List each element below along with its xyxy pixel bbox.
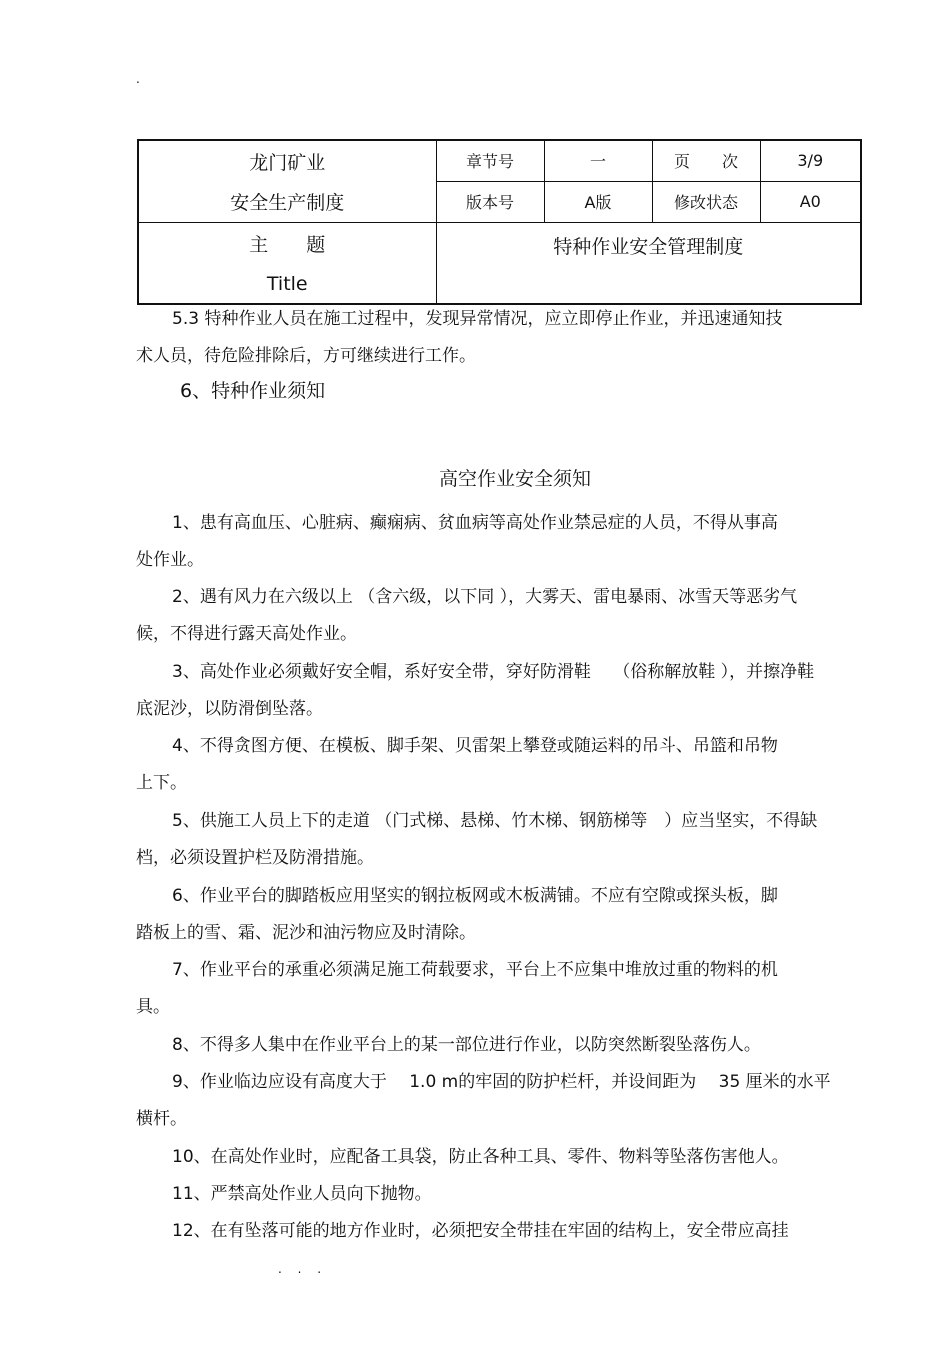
section-heading-6: 6、特种作业须知 xyxy=(180,380,326,402)
item-line: 6、作业平台的脚踏板应用坚实的钢拉板网或木板满铺。不应有空隙或探头板，脚 xyxy=(172,886,778,906)
subject-cell xyxy=(138,222,436,304)
document-header-table xyxy=(137,139,862,305)
revision-value: A0 xyxy=(760,181,861,222)
company-cell xyxy=(138,140,436,222)
item-12 xyxy=(136,1213,858,1250)
item-9 xyxy=(136,1064,858,1138)
version-value: A版 xyxy=(544,181,652,222)
item-line: 底泥沙，以防滑倒坠落。 xyxy=(136,699,323,719)
item-line: 2、遇有风力在六级以上 （含六级，以下同 ），大雾天、雷电暴雨、冰雪天等恶劣气 xyxy=(172,587,798,607)
item-10 xyxy=(136,1139,858,1176)
item-4 xyxy=(136,728,858,802)
item-5 xyxy=(136,803,858,877)
paragraph-5-3 xyxy=(136,301,858,375)
item-line: 5、供施工人员上下的走道 （门式梯、悬梯、竹木梯、钢筋梯等 ）应当坚实，不得缺 xyxy=(172,811,818,831)
chapter-value: 一 xyxy=(544,140,652,181)
item-8 xyxy=(136,1027,858,1064)
document-type: 安全生产制度 xyxy=(230,191,345,214)
item-line: 1、患有高血压、心脏病、癫痫病、贫血病等高处作业禁忌症的人员，不得从事高 xyxy=(172,513,778,533)
item-line: 档，必须设置护栏及防滑措施。 xyxy=(136,848,374,868)
subject-label-en: Title xyxy=(266,273,308,296)
subject-value: 特种作业安全管理制度 xyxy=(436,222,861,304)
chapter-label: 章节号 xyxy=(436,140,544,181)
item-2 xyxy=(136,579,858,653)
item-line: 12、在有坠落可能的地方作业时，必须把安全带挂在牢固的结构上，安全带应高挂 xyxy=(172,1221,789,1241)
item-1 xyxy=(136,505,858,579)
item-line: 4、不得贪图方便、在模板、脚手架、贝雷架上攀登或随运料的吊斗、吊篮和吊物 xyxy=(172,736,778,756)
item-line: 具。 xyxy=(136,997,170,1017)
item-line: 7、作业平台的承重必须满足施工荷载要求，平台上不应集中堆放过重的物料的机 xyxy=(172,960,778,980)
item-line: 候，不得进行露天高处作业。 xyxy=(136,624,357,644)
item-11 xyxy=(136,1176,858,1213)
subject-label: 主 题 xyxy=(249,234,326,257)
item-line: 10、在高处作业时，应配备工具袋，防止各种工具、零件、物料等坠落伤害他人。 xyxy=(172,1147,789,1167)
item-7 xyxy=(136,952,858,1026)
paragraph-line: 5.3 特种作业人员在施工过程中，发现异常情况，应立即停止作业，并迅速通知技 xyxy=(172,309,783,329)
revision-label: 修改状态 xyxy=(652,181,760,222)
item-line: 8、不得多人集中在作业平台上的某一部位进行作业，以防突然断裂坠落伤人。 xyxy=(172,1035,761,1055)
item-line: 横杆。 xyxy=(136,1109,187,1129)
item-line: 处作业。 xyxy=(136,550,204,570)
item-line: 9、作业临边应设有高度大于 1.0 m的牢固的防护栏杆，并设间距为 35 厘米的水平 xyxy=(172,1072,831,1092)
item-line: 3、高处作业必须戴好安全帽，系好安全带，穿好防滑鞋 （俗称解放鞋 ），并擦净鞋 xyxy=(172,662,815,682)
paragraph-line: 术人员，待危险排除后，方可继续进行工作。 xyxy=(136,346,476,366)
item-line: 11、严禁高处作业人员向下抛物。 xyxy=(172,1184,432,1204)
item-line: 上下。 xyxy=(136,773,187,793)
page-mark-top: . xyxy=(136,72,140,86)
page-value: 3/9 xyxy=(760,140,861,181)
section-title: 高空作业安全须知 xyxy=(438,468,591,490)
version-label: 版本号 xyxy=(436,181,544,222)
company-name: 龙门矿业 xyxy=(249,151,326,174)
item-6 xyxy=(136,878,858,952)
page-mark-bottom: . . . xyxy=(278,1262,328,1276)
item-line: 踏板上的雪、霜、泥沙和油污物应及时清除。 xyxy=(136,923,476,943)
page-label: 页 次 xyxy=(652,140,760,181)
item-3 xyxy=(136,654,858,728)
